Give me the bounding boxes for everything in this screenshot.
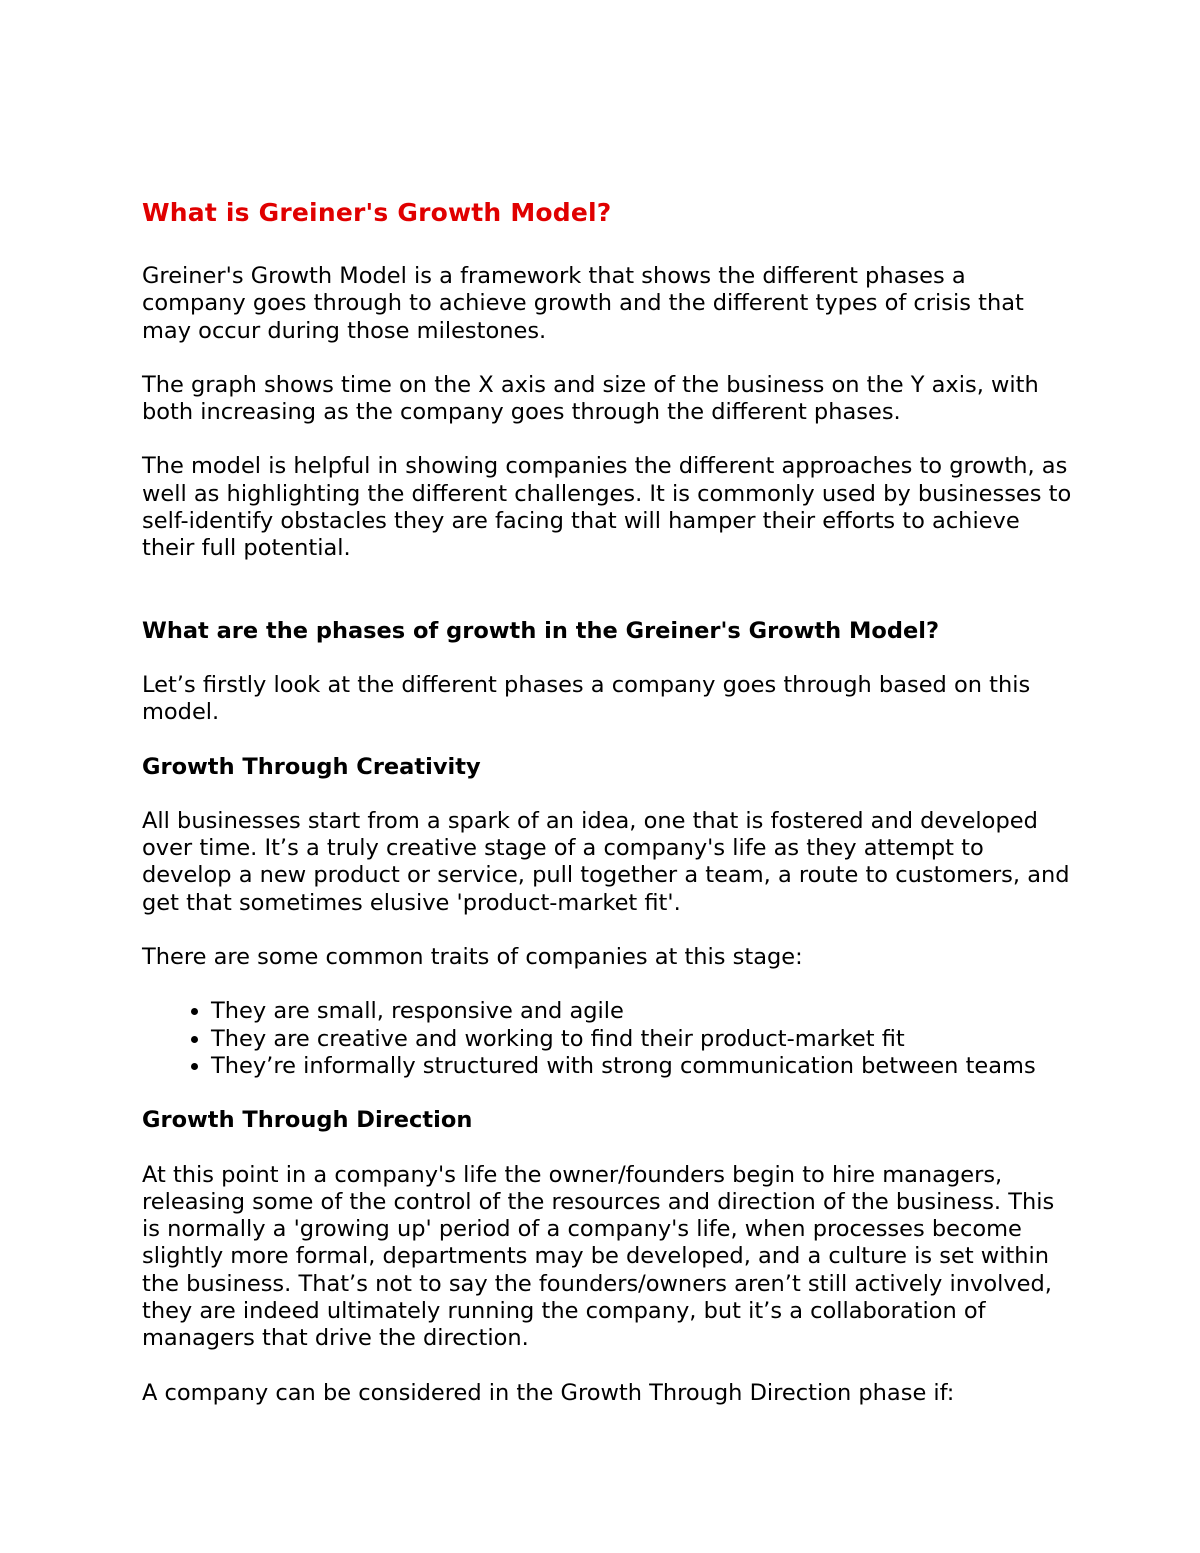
- document-page: [142, 193, 1072, 1434]
- creativity-traits-list: [142, 998, 1072, 1080]
- list-item: • They are small, responsive and agile: [211, 998, 1072, 1025]
- intro-paragraph-3: The model is helpful in showing companies the different approaches to growth, as well as highlighting the different challenges. It is commonly used by businesses to self-identify obstacles they are facing that will hamper their efforts to achieve their full potential.: [142, 453, 1072, 562]
- document-title: What is Greiner's Growth Model?: [142, 198, 612, 227]
- creativity-traits-intro: There are some common traits of companies at this stage:: [142, 944, 803, 971]
- direction-paragraph: At this point in a company's life the owner/founders begin to hire managers, releasing some of the control of the resources and direction of the business. This is normally a 'growing up' period of a company's life, when processes become slightly more formal, departments may be developed, and a culture is set within the business. That’s not to say the founders/owners aren’t still actively involved, they are indeed ultimately running the company, but it’s a collaboration of managers that drive the direction.: [142, 1161, 1055, 1352]
- section-gap: [142, 590, 1072, 618]
- list-item: • They are creative and working to find their product-market fit: [211, 1026, 1072, 1053]
- phases-heading: What are the phases of growth in the Greiner's Growth Model?: [142, 617, 940, 644]
- creativity-paragraph: All businesses start from a spark of an idea, one that is fostered and developed over time. It’s a truly creative stage of a company's life as they attempt to develop a new product or service, pull together a team, a route to customers, and get that sometimes elusive 'product-market fit'.: [142, 807, 1070, 916]
- direction-heading: Growth Through Direction: [142, 1107, 473, 1134]
- intro-paragraph-2: The graph shows time on the X axis and size of the business on the Y axis, with both increasing as the company goes through the different phases.: [142, 371, 1039, 426]
- list-item: • They’re informally structured with strong communication between teams: [211, 1053, 1072, 1080]
- intro-paragraph-1: Greiner's Growth Model is a framework that shows the different phases a company goes through to achieve growth and the different types of crisis that may occur during those milestones.: [142, 263, 1024, 344]
- phases-intro-paragraph: Let’s firstly look at the different phases a company goes through based on this model.: [142, 671, 1031, 726]
- direction-closing-paragraph: A company can be considered in the Growth Through Direction phase if:: [142, 1379, 955, 1406]
- creativity-heading: Growth Through Creativity: [142, 753, 481, 780]
